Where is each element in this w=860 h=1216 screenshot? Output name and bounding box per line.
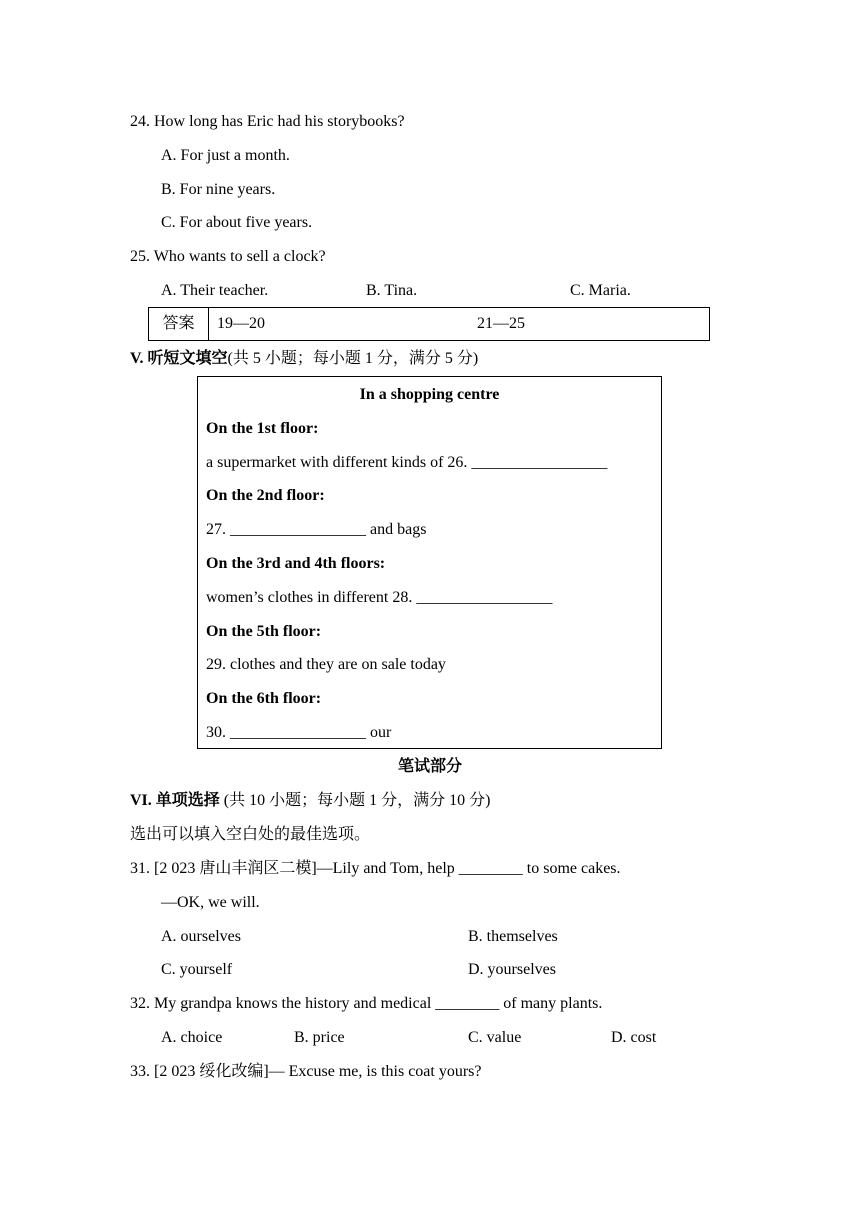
q32-option-c: C. value (468, 1029, 522, 1046)
question-31: 31. [2 023 唐山丰润区二模]—Lily and Tom, help ________ to some cakes. (130, 860, 621, 877)
section-6-instruction: 选出可以填入空白处的最佳选项。 (130, 826, 371, 843)
answer-range-21-25: 21—25 (477, 315, 525, 332)
q25-option-b: B. Tina. (366, 282, 418, 299)
section-5-title: V. 听短文填空 (130, 350, 228, 367)
q25-option-a: A. Their teacher. (161, 282, 269, 299)
question-32: 32. My grandpa knows the history and medical ________ of many plants. (130, 995, 603, 1012)
q24-option-a: A. For just a month. (161, 147, 290, 164)
q32-option-b: B. price (294, 1029, 345, 1046)
answer-table (148, 307, 710, 341)
blank-30-line: 30. _________________ our (206, 724, 392, 741)
q31-option-c: C. yourself (161, 961, 233, 978)
blank-27-line: 27. _________________ and bags (206, 521, 427, 538)
floor-6-label: On the 6th floor: (206, 690, 322, 707)
blank-29-line: 29. clothes and they are on sale today (206, 656, 446, 673)
written-part-title: 笔试部分 (397, 758, 462, 775)
shopping-centre-box (197, 376, 662, 749)
q31-option-a: A. ourselves (161, 928, 241, 945)
section-5-note: (共 5 小题；每小题 1 分，满分 5 分) (227, 350, 479, 367)
floor-1-label: On the 1st floor: (206, 420, 319, 437)
q31-reply: —OK, we will. (161, 894, 260, 911)
q24-option-b: B. For nine years. (161, 181, 276, 198)
question-24: 24. How long has Eric had his storybooks? (130, 113, 405, 130)
q25-option-c: C. Maria. (570, 282, 631, 299)
answer-table-label: 答案 (149, 308, 209, 340)
blank-26-line: a supermarket with different kinds of 26. _________________ (206, 454, 608, 471)
floor-5-label: On the 5th floor: (206, 623, 322, 640)
section-6-note: (共 10 小题；每小题 1 分，满分 10 分) (219, 792, 491, 809)
question-25: 25. Who wants to sell a clock? (130, 248, 326, 265)
q24-option-c: C. For about five years. (161, 214, 313, 231)
answer-range-19-20: 19—20 (217, 315, 265, 332)
question-33: 33. [2 023 绥化改编]— Excuse me, is this coat yours? (130, 1063, 482, 1080)
q32-option-a: A. choice (161, 1029, 223, 1046)
q31-option-b: B. themselves (468, 928, 558, 945)
blank-28-line: women’s clothes in different 28. _________________ (206, 589, 553, 606)
section-6-heading (130, 791, 490, 811)
section-6-title: VI. 单项选择 (130, 792, 220, 809)
floor-3-4-label: On the 3rd and 4th floors: (206, 555, 386, 572)
q32-option-d: D. cost (611, 1029, 657, 1046)
section-5-heading (130, 349, 478, 369)
q31-option-d: D. yourselves (468, 961, 556, 978)
floor-2-label: On the 2nd floor: (206, 487, 325, 504)
box-title: In a shopping centre (359, 386, 500, 403)
